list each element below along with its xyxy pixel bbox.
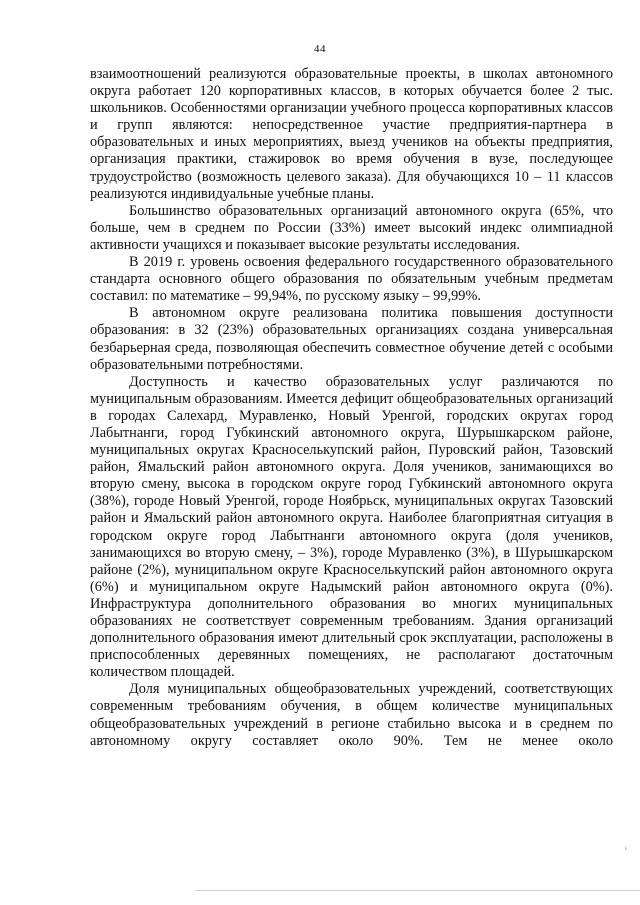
paragraph-modern-requirements: Доля муниципальных общеобразовательных учреждений, соответствующих современным требованиям обучения, в общем количестве муниципальных общеобразовательных учреждений в регионе стабильно высока и в среднем по автономному округу составляет около 90%. Тем не менее около: [90, 681, 613, 749]
bottom-rule: [195, 890, 640, 891]
paragraph-accessibility-policy: В автономном округе реализована политика повышения доступности образования: в 32 (23%) образовательных организациях создана универсальная безбарьерная среда, позволяющая обеспечить совместное обучение детей с особыми образовательными потребностями.: [90, 305, 613, 373]
page-number: 44: [314, 43, 326, 55]
document-body: [90, 66, 613, 750]
paragraph-olympiad-activity: Большинство образовательных организаций автономного округа (65%, что больше, чем в среднем по России (33%) имеет высокий индекс олимпиадной активности учащихся и показывает высокие результаты исследования.: [90, 202, 613, 253]
edge-mark: ›: [624, 843, 628, 854]
paragraph-fgos-results: В 2019 г. уровень освоения федерального государственного образовательного стандарта основного общего образования по обязательным учебным предметам составил: по математике – 99,94%, по русскому языку – 99,99%.: [90, 254, 613, 305]
paragraph-corporate-classes: взаимоотношений реализуются образовательные проекты, в школах автономного округа работает 120 корпоративных классов, в которых обучается более 2 тыс. школьников. Особенностями организации учебного процесса корпоративных классов и групп являются: непосредственное участие предприятия-партнера в образовательных и иных мероприятиях, выезд учеников на объекты предприятия, организация практики, стажировок во время обучения в вузе, последующее трудоустройство (возможность целевого заказа). Для обучающихся 10 – 11 классов реализуются индивидуальные учебные планы.: [90, 66, 613, 202]
paragraph-municipal-differences: Доступность и качество образовательных услуг различаются по муниципальным образованиям. Имеется дефицит общеобразовательных организаций в городах Салехард, Муравленко, Новый Уренгой, городских округах город Лабытнанги, город Губкинский автономного округа, Шурышкарском районе, муниципальных округах Красноселькупский район, Пуровский район, Тазовский район, Ямальский район автономного округа. Доля учеников, занимающихся во вторую смену, высока в городском округе город Губкинский автономного округа (38%), городе Новый Уренгой, городе Ноябрьск, муниципальных округах Тазовский район и Ямальский район автономного округа. Наиболее благоприятная ситуация в городском округе город Лабытнанги автономного округа (доля учеников, занимающихся во вторую смену, – 3%), городе Муравленко (3%), в Шурышкарском районе (2%), муниципальном округе Красноселькупский район автономного округа (6%) и муниципальном округе Надымский район автономного округа (0%). Инфраструктура дополнительного образования во многих муниципальных образованиях не соответствует современным требованиям. Здания организаций дополнительного образования имеют длительный срок эксплуатации, расположены в приспособленных деревянных помещениях, не располагают достаточным количеством площадей.: [90, 373, 613, 681]
